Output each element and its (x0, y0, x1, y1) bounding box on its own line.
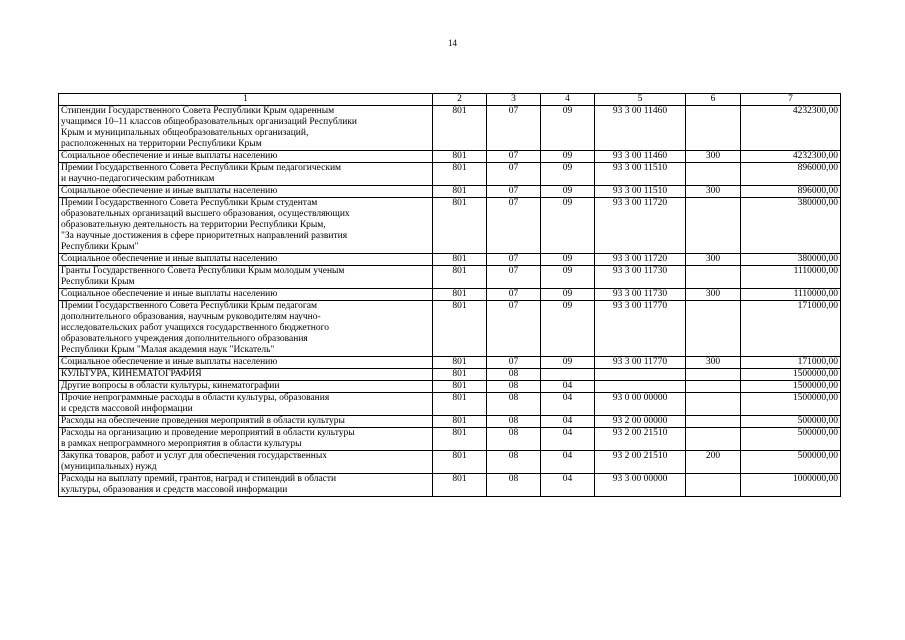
section-cell: 08 (487, 369, 541, 381)
table-row (59, 163, 841, 186)
target-article-cell: 93 0 00 00000 (595, 393, 686, 416)
section-cell: 08 (487, 451, 541, 474)
subsection-cell: 09 (541, 254, 595, 266)
subsection-cell: 04 (541, 474, 595, 497)
amount-cell: 1500000,00 (741, 393, 841, 416)
row-name-cell: Расходы на обеспечение проведения мероприятий в области культуры (59, 416, 433, 428)
amount-cell: 4232300,00 (741, 151, 841, 163)
table-row (59, 254, 841, 266)
row-name-cell: Расходы на выплату премий, грантов, наград и стипендий в области культуры, образования и средств массовой информации (59, 474, 433, 497)
table-row (59, 301, 841, 357)
amount-cell: 1500000,00 (741, 381, 841, 393)
amount-cell: 896000,00 (741, 163, 841, 186)
target-article-cell (595, 369, 686, 381)
expense-type-cell: 300 (686, 357, 741, 369)
code-cell: 801 (433, 474, 487, 497)
code-cell: 801 (433, 357, 487, 369)
code-cell: 801 (433, 289, 487, 301)
row-name-cell: Премии Государственного Совета Республики Крым студентам образовательных организаций высшего образования, осуществляющих образовательную деятельность на территории Республики Крым, "За научные достижения в сфере приоритетных направлений развития Республики Крым" (59, 198, 433, 254)
target-article-cell: 93 3 00 00000 (595, 474, 686, 497)
section-cell: 07 (487, 163, 541, 186)
expense-type-cell (686, 416, 741, 428)
expense-type-cell: 300 (686, 186, 741, 198)
subsection-cell: 04 (541, 381, 595, 393)
code-cell: 801 (433, 428, 487, 451)
code-cell: 801 (433, 266, 487, 289)
code-cell: 801 (433, 301, 487, 357)
row-name-cell: Расходы на организацию и проведение мероприятий в области культуры в рамках непрограммного мероприятия в области культуры (59, 428, 433, 451)
amount-cell: 500000,00 (741, 416, 841, 428)
section-cell: 07 (487, 198, 541, 254)
expense-type-cell (686, 163, 741, 186)
section-cell: 07 (487, 186, 541, 198)
target-article-cell: 93 3 00 11460 (595, 151, 686, 163)
column-header: 5 (595, 94, 686, 106)
table-row (59, 186, 841, 198)
subsection-cell: 09 (541, 357, 595, 369)
code-cell: 801 (433, 198, 487, 254)
amount-cell: 1110000,00 (741, 289, 841, 301)
expense-type-cell (686, 381, 741, 393)
target-article-cell: 93 3 00 11770 (595, 301, 686, 357)
table-row (59, 357, 841, 369)
section-cell: 07 (487, 289, 541, 301)
expense-type-cell (686, 393, 741, 416)
table-row (59, 474, 841, 497)
subsection-cell: 04 (541, 428, 595, 451)
target-article-cell: 93 3 00 11730 (595, 289, 686, 301)
subsection-cell: 09 (541, 198, 595, 254)
amount-cell: 171000,00 (741, 357, 841, 369)
amount-cell: 1110000,00 (741, 266, 841, 289)
budget-table (58, 93, 841, 497)
section-cell: 07 (487, 301, 541, 357)
subsection-cell: 09 (541, 266, 595, 289)
expense-type-cell: 300 (686, 151, 741, 163)
subsection-cell: 09 (541, 289, 595, 301)
section-cell: 08 (487, 393, 541, 416)
column-number-row (59, 94, 841, 106)
code-cell: 801 (433, 393, 487, 416)
table-row (59, 369, 841, 381)
row-name-cell: Социальное обеспечение и иные выплаты населению (59, 289, 433, 301)
section-cell: 07 (487, 106, 541, 151)
table-row (59, 428, 841, 451)
row-name-cell: Социальное обеспечение и иные выплаты населению (59, 357, 433, 369)
target-article-cell: 93 2 00 21510 (595, 428, 686, 451)
column-header: 4 (541, 94, 595, 106)
amount-cell: 171000,00 (741, 301, 841, 357)
row-name-cell: Социальное обеспечение и иные выплаты населению (59, 254, 433, 266)
subsection-cell: 04 (541, 393, 595, 416)
row-name-cell: Социальное обеспечение и иные выплаты населению (59, 186, 433, 198)
table-row (59, 198, 841, 254)
code-cell: 801 (433, 381, 487, 393)
subsection-cell: 09 (541, 106, 595, 151)
row-name-cell: Премии Государственного Совета Республики Крым педагогическим и научно-педагогическим работникам (59, 163, 433, 186)
section-cell: 08 (487, 381, 541, 393)
amount-cell: 1500000,00 (741, 369, 841, 381)
subsection-cell (541, 369, 595, 381)
table-row (59, 381, 841, 393)
section-cell: 07 (487, 357, 541, 369)
column-header: 7 (741, 94, 841, 106)
column-header: 1 (59, 94, 433, 106)
target-article-cell: 93 3 00 11460 (595, 106, 686, 151)
expense-type-cell (686, 301, 741, 357)
row-name-cell: КУЛЬТУРА, КИНЕМАТОГРАФИЯ (59, 369, 433, 381)
row-name-cell: Социальное обеспечение и иные выплаты населению (59, 151, 433, 163)
code-cell: 801 (433, 416, 487, 428)
target-article-cell: 93 2 00 21510 (595, 451, 686, 474)
row-name-cell: Другие вопросы в области культуры, кинематографии (59, 381, 433, 393)
section-cell: 08 (487, 416, 541, 428)
table-body (59, 106, 841, 497)
section-cell: 07 (487, 254, 541, 266)
code-cell: 801 (433, 254, 487, 266)
expense-type-cell (686, 428, 741, 451)
target-article-cell (595, 381, 686, 393)
subsection-cell: 04 (541, 451, 595, 474)
row-name-cell: Гранты Государственного Совета Республики Крым молодым ученым Республики Крым (59, 266, 433, 289)
section-cell: 07 (487, 266, 541, 289)
section-cell: 07 (487, 151, 541, 163)
row-name-cell: Закупка товаров, работ и услуг для обеспечения государственных (муниципальных) нужд (59, 451, 433, 474)
subsection-cell: 09 (541, 163, 595, 186)
expense-type-cell: 200 (686, 451, 741, 474)
code-cell: 801 (433, 451, 487, 474)
expense-type-cell: 300 (686, 289, 741, 301)
amount-cell: 4232300,00 (741, 106, 841, 151)
row-name-cell: Прочие непрограммные расходы в области культуры, образования и средств массовой информации (59, 393, 433, 416)
amount-cell: 1000000,00 (741, 474, 841, 497)
target-article-cell: 93 3 00 11510 (595, 186, 686, 198)
subsection-cell: 09 (541, 301, 595, 357)
target-article-cell: 93 3 00 11770 (595, 357, 686, 369)
column-header: 3 (487, 94, 541, 106)
code-cell: 801 (433, 106, 487, 151)
amount-cell: 896000,00 (741, 186, 841, 198)
expense-type-cell (686, 474, 741, 497)
amount-cell: 500000,00 (741, 451, 841, 474)
table-row (59, 151, 841, 163)
code-cell: 801 (433, 186, 487, 198)
subsection-cell: 09 (541, 151, 595, 163)
subsection-cell: 04 (541, 416, 595, 428)
amount-cell: 380000,00 (741, 198, 841, 254)
subsection-cell: 09 (541, 186, 595, 198)
expense-type-cell: 300 (686, 254, 741, 266)
section-cell: 08 (487, 428, 541, 451)
expense-type-cell (686, 198, 741, 254)
amount-cell: 380000,00 (741, 254, 841, 266)
code-cell: 801 (433, 369, 487, 381)
expense-type-cell (686, 369, 741, 381)
section-cell: 08 (487, 474, 541, 497)
target-article-cell: 93 3 00 11510 (595, 163, 686, 186)
column-header: 2 (433, 94, 487, 106)
expense-type-cell (686, 106, 741, 151)
code-cell: 801 (433, 163, 487, 186)
row-name-cell: Премии Государственного Совета Республики Крым педагогам дополнительного образования, научным руководителям научно- исследовательских работ учащихся государственного бюджетного образовательного учреждения дополнительного образования Республики Крым "Малая академия наук "Искатель" (59, 301, 433, 357)
table-row (59, 451, 841, 474)
table-row (59, 106, 841, 151)
target-article-cell: 93 3 00 11720 (595, 254, 686, 266)
target-article-cell: 93 3 00 11720 (595, 198, 686, 254)
table-row (59, 393, 841, 416)
table-row (59, 266, 841, 289)
code-cell: 801 (433, 151, 487, 163)
target-article-cell: 93 2 00 00000 (595, 416, 686, 428)
page-number: 14 (448, 38, 457, 48)
table-row (59, 289, 841, 301)
column-header: 6 (686, 94, 741, 106)
table-row (59, 416, 841, 428)
expense-type-cell (686, 266, 741, 289)
amount-cell: 500000,00 (741, 428, 841, 451)
target-article-cell: 93 3 00 11730 (595, 266, 686, 289)
row-name-cell: Стипендии Государственного Совета Республики Крым одаренным учащимся 10–11 классов общеобразовательных организаций Республики Крым и муниципальных общеобразовательных организаций, расположенных на территории Республики Крым (59, 106, 433, 151)
